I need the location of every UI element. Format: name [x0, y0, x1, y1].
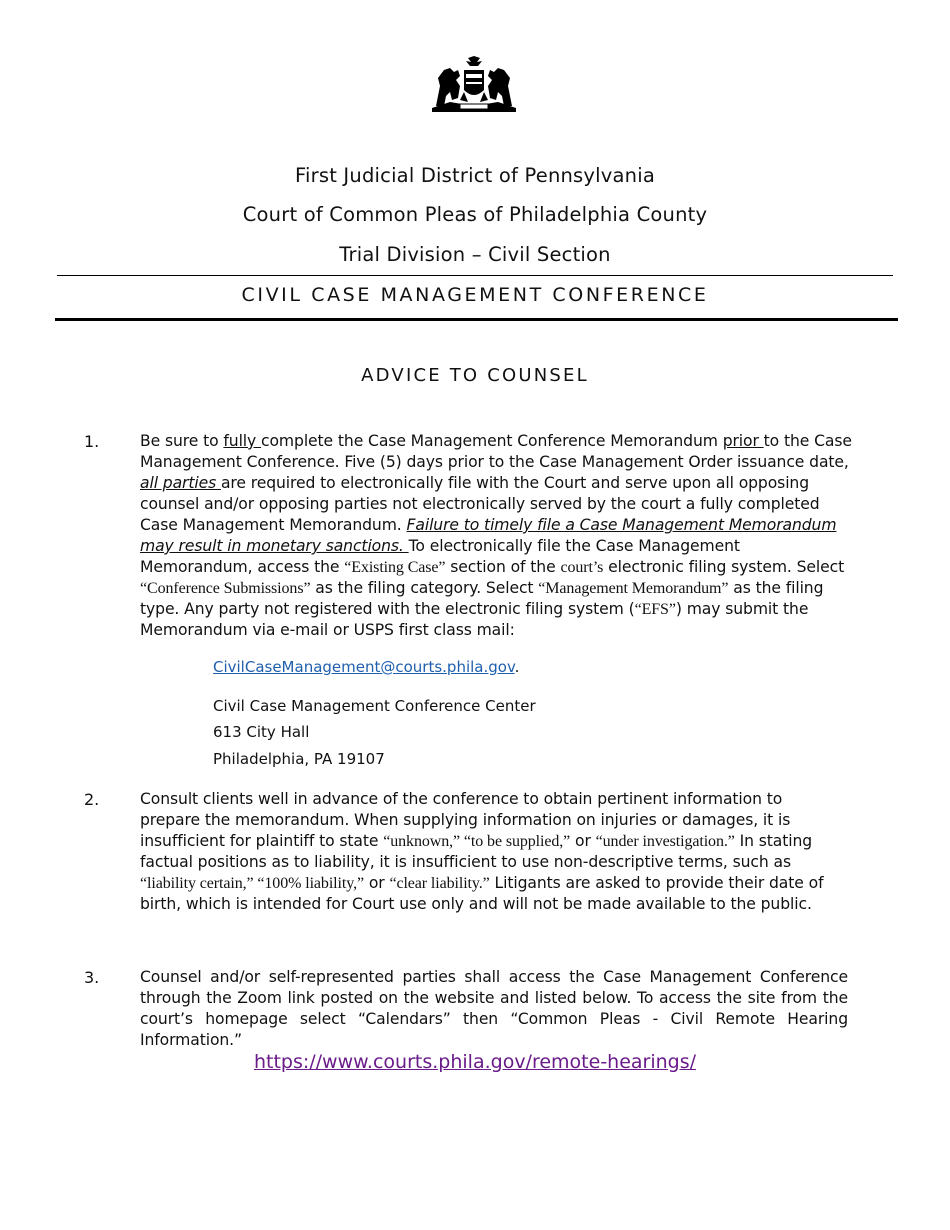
remote-hearings-url-line — [0, 1051, 950, 1073]
district-name: First Judicial District of Pennsylvania — [295, 164, 655, 187]
item-1-text: Be sure to fully complete the Case Management Conference Memorandum prior to the Case Management Conference. Five (5) days prior to the Case Management Order issuance date, all parties are required to electronically file with the Court and serve upon all opposing counsel and/or opposing parties not electronically served by the court a fully completed Case Management Memorandum. Failure to timely file a Case Management Memorandum may result in monetary sanctions. To electronically file the Case Management Memorandum, access the “Existing Case” section of the court’s electronic filing system. Select “Conference Submissions” as the filing category. Select “Management Memorandum” as the filing type. Any party not registered with the electronic filing system (“EFS”) may submit the Memorandum via e-mail or USPS first class mail: — [140, 432, 852, 639]
pennsylvania-coat-of-arms-icon — [430, 56, 518, 114]
section-heading: ADVICE TO COUNSEL — [361, 365, 589, 386]
remote-hearings-link[interactable]: https://www.courts.phila.gov/remote-hearings/ — [253, 1051, 697, 1073]
item-number: 1. — [84, 432, 100, 451]
address-line: 613 City Hall — [213, 723, 310, 741]
email-line: CivilCaseManagement@courts.phila.gov. — [213, 658, 520, 676]
header-divider — [57, 275, 893, 276]
division-name: Trial Division – Civil Section — [339, 243, 611, 266]
item-2-text: Consult clients well in advance of the conference to obtain pertinent information to prepare the memorandum. When supplying information on injuries or damages, it is insufficient for plaintiff to state “unknown,” “to be supplied,” or “under investigation.” In stating factual positions as to liability, it is insufficient to use non-descriptive terms, such as “liability certain,” “100% liability,” or “clear liability.” Litigants are asked to provide their date of birth, which is intended for Court use only and will not be made available to the public. — [140, 790, 824, 913]
address-line: Philadelphia, PA 19107 — [213, 750, 385, 768]
title-divider — [55, 318, 898, 321]
address-line: Civil Case Management Conference Center — [213, 697, 536, 715]
email-link[interactable]: CivilCaseManagement@courts.phila.gov — [213, 658, 515, 676]
item-number: 3. — [84, 968, 100, 987]
item-number: 2. — [84, 790, 100, 809]
item-3-text: Counsel and/or self-represented parties shall access the Case Management Conference through the Zoom link posted on the website and listed below. To access the site from the court’s homepage select “Calendars” then “Common Pleas - Civil Remote Hearing Information.” — [140, 968, 848, 1049]
document-title: CIVIL CASE MANAGEMENT CONFERENCE — [241, 284, 709, 306]
court-name: Court of Common Pleas of Philadelphia County — [242, 203, 708, 226]
